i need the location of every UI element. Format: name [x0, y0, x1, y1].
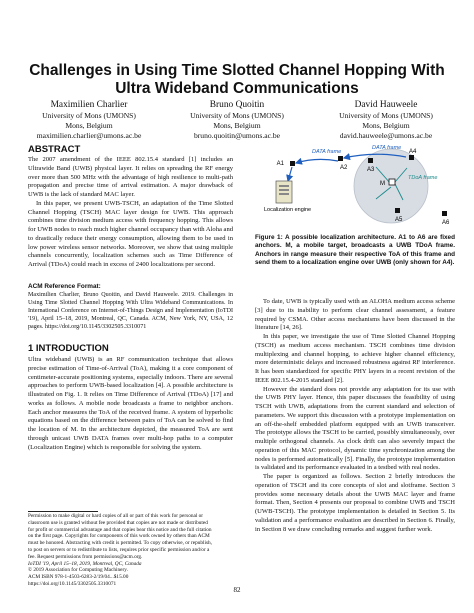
label-a5: A5	[395, 217, 403, 223]
body-paragraph-4: The paper is organized as follows. Section 2 briefly introduces the operation of TSCH and its core concepts of slot and slotframe. Section 3 provides some necessary details about the UWB MAC layer and frame format. Then, Section 4 presents our proposal to combine UWB and TSCH (UWB-TSCH). The prototype implementation is detailed in Section 5. Its validation and a performance evaluation are described in Section 6. Finally, in Section 8 we draw concluding remarks and suggest further work.	[255, 473, 455, 533]
label-localization-engine: Localization engine	[264, 207, 312, 213]
author-block-1	[14, 99, 164, 142]
right-column-body	[255, 298, 455, 534]
anchor-a3	[368, 158, 373, 163]
abstract-paragraph-1: The 2007 amendment of the IEEE 802.15.4 standard [1] includes an Ultrawide Band (UWB) physical layer. It relies on spreading the RF energy over more than 500 MHz with the advantage of high resilience to multi-path propagation and precise time of arrival estimation. A major drawback of UWB is the lack of standard MAC layer.	[28, 156, 233, 198]
mobile-node-m	[389, 179, 395, 185]
paper-title-line-2: Ultra Wideband Communications	[115, 80, 359, 97]
acm-reference-format	[28, 283, 233, 331]
label-tdoa-frame: TDoA frame	[408, 175, 438, 181]
anchor-a4	[409, 155, 414, 160]
author-block-3	[311, 99, 461, 142]
label-a6: A6	[442, 220, 450, 226]
abstract-heading: ABSTRACT	[28, 144, 81, 155]
permission-notice	[28, 513, 233, 588]
permission-line: fee. Request permissions from permissions@acm.org.	[28, 553, 143, 560]
anchor-a2	[338, 156, 343, 161]
abstract-body	[28, 156, 233, 270]
author-affiliation: University of Mons (UMONS)	[42, 111, 136, 120]
footnote-divider	[28, 511, 98, 512]
anchor-a6	[442, 211, 447, 216]
figure-1-diagram	[254, 143, 458, 231]
anchor-a1	[290, 161, 295, 166]
permission-line: must be honored. Abstracting with credit is permitted. To copy otherwise, or republish,	[28, 540, 213, 547]
permission-line: on the first page. Copyrights for components of this work owned by others than ACM	[28, 533, 210, 540]
conference-line: IoTDI '19, April 15–18, 2019, Montreal, QC, Canada	[28, 560, 142, 567]
label-data-frame-1: DATA frame	[312, 149, 342, 155]
body-paragraph-1: To date, UWB is typically used with an ALOHA medium access scheme [3] due to its inability to perform clear channel assessment, a feature required by CSMA. Other access mechanisms have been discussed in the literature [14, 26].	[255, 298, 455, 332]
author-name: Bruno Quoitin	[209, 100, 265, 110]
isbn-line: ACM ISBN 978-1-4503-6283-2/19/04...$15.00	[28, 574, 129, 581]
label-data-frame-2: DATA frame	[372, 145, 402, 151]
data-arrow-a2-a1	[296, 159, 338, 163]
author-city: Mons, Belgium	[213, 121, 261, 131]
author-email: maximilien.charlier@umons.ac.be	[36, 131, 142, 141]
anchor-a5	[395, 208, 400, 213]
figure-1-caption: Figure 1: A possible localization architecture. A1 to A6 are fixed anchors. M, a mobile target, broadcasts a UWB TDoA frame. Anchors in range measure their respective ToA of this frame and send them to a localization engine over UWB (only shown for A4).	[255, 234, 455, 267]
label-a4: A4	[409, 149, 417, 155]
data-arrow-a1-engine	[288, 167, 292, 181]
localization-engine-icon	[276, 181, 292, 203]
abstract-paragraph-2: In this paper, we present UWB-TSCH, an adaptation of the Time Slotted Channel Hopping (TSCH) MAC layer design for UWB. This approach combines time division medium access with frequency hopping. This allows for UWB nodes to reach much higher channel occupancy than with Aloha and to drastically reduce their energy consumption, allowing them to be used in low power wireless sensor networks. Moreover, we show that using multiple channels concurrently, localization schemes such as Time Difference of Arrival (TDoA) could reach in excess of 2400 localizations per second.	[28, 199, 233, 268]
author-email: david.hauweele@umons.ac.be	[339, 131, 433, 141]
permission-line: classroom use is granted without fee provided that copies are not made or distributed	[28, 519, 208, 526]
introduction-paragraph: Ultra wideband (UWB) is an RF communication technique that allows precise estimation of Time-of-Arrival (ToA), making it a core component of centimeter-accurate positioning systems, especially indoors. There are several approaches to perform UWB-based localization [4]. A possible architecture is illustrated on Fig. 1. It relies on Time Difference of Arrival (TDoA) [17] and works as follows. A mobile node broadcasts a frame to neighbor anchors. Each anchor measures the ToA of the received frame. A system of hyperbolic equations based on the difference between pairs of ToA can be solved to find the location of M. In the architecture depicted, the measured ToA are sent through unicast UWB DATA frames over multi-hop paths to a computer (Localization Engine) which is responsible for solving the system.	[28, 356, 233, 451]
author-name: Maximilien Charlier	[50, 100, 128, 110]
label-a2: A2	[340, 165, 348, 171]
author-email: bruno.quoitin@umons.ac.be	[193, 131, 281, 141]
acm-reference-heading: ACM Reference Format:	[28, 283, 101, 290]
page-number: 82	[233, 586, 241, 594]
acm-reference-text: Maximilien Charlier, Bruno Quoitin, and David Hauweele. 2019. Challenges in Using Time Slotted Channel Hopping With Ultra Wideband Communications. In International Conference on Internet-of-Things Design and Implementation (IoTDI '19), April 15–18, 2019, Montreal, QC, Canada. ACM, New York, NY, USA, 12 pages. https://doi.org/10.1145/3302505.3310071	[28, 292, 233, 331]
anchor-range-circle	[354, 149, 428, 223]
permission-line: Permission to make digital or hard copies of all or part of this work for personal or	[28, 513, 204, 519]
introduction-heading: 1 INTRODUCTION	[28, 343, 109, 354]
label-a1: A1	[276, 161, 284, 167]
author-city: Mons, Belgium	[362, 121, 410, 131]
permission-line: to post on servers or to redistribute to lists, requires prior specific permission and/or a	[28, 546, 210, 553]
paper-title-line-1: Challenges in Using Time Slotted Channel Hopping With	[29, 62, 445, 79]
author-affiliation: University of Mons (UMONS)	[190, 111, 284, 120]
author-city: Mons, Belgium	[65, 121, 113, 131]
paper-title	[20, 62, 454, 98]
copyright-line: © 2019 Association for Computing Machinery.	[28, 567, 128, 574]
introduction-body	[28, 356, 233, 452]
author-name: David Hauweele	[354, 100, 418, 110]
body-paragraph-3: However the standard does not provide any adaptation for its use with the UWB PHY layer. Hence, this paper discusses the feasibility of using TSCH with UWB, adaptations from the current standard and selection of parameters. We support this discussion with a prototype implementation on an off-the-shelf embedded platform equipped with an UWB transceiver. The prototype allows the TSCH to be carried, possibly simultaneously, over multiple orthogonal channels. As clock drift can also severely impact the operation of this MAC protocol, dynamic time synchronization among the nodes is performed automatically [5]. Finally, the prototype implementation is validated and its performance evaluated in a testbed with real nodes.	[255, 385, 455, 472]
label-m: M	[380, 181, 385, 187]
author-affiliation: University of Mons (UMONS)	[339, 111, 433, 120]
label-a3: A3	[367, 167, 375, 173]
permission-line: for profit or commercial advantage and that copies bear this notice and the full citation	[28, 526, 212, 533]
author-block-2	[162, 99, 312, 142]
doi-line: https://doi.org/10.1145/3302505.3310071	[28, 580, 117, 587]
body-paragraph-2: In this paper, we investigate the use of Time Slotted Channel Hopping (TSCH) as medium access mechanism. TSCH combines time division multiplexing and channel hopping, to achieve higher channel efficiency, more deterministic delays and increased robustness against RF interference. It has been standardized for specific PHY layers in a recent revision of the IEEE 802.15.4-2015 standard [2].	[255, 333, 455, 384]
